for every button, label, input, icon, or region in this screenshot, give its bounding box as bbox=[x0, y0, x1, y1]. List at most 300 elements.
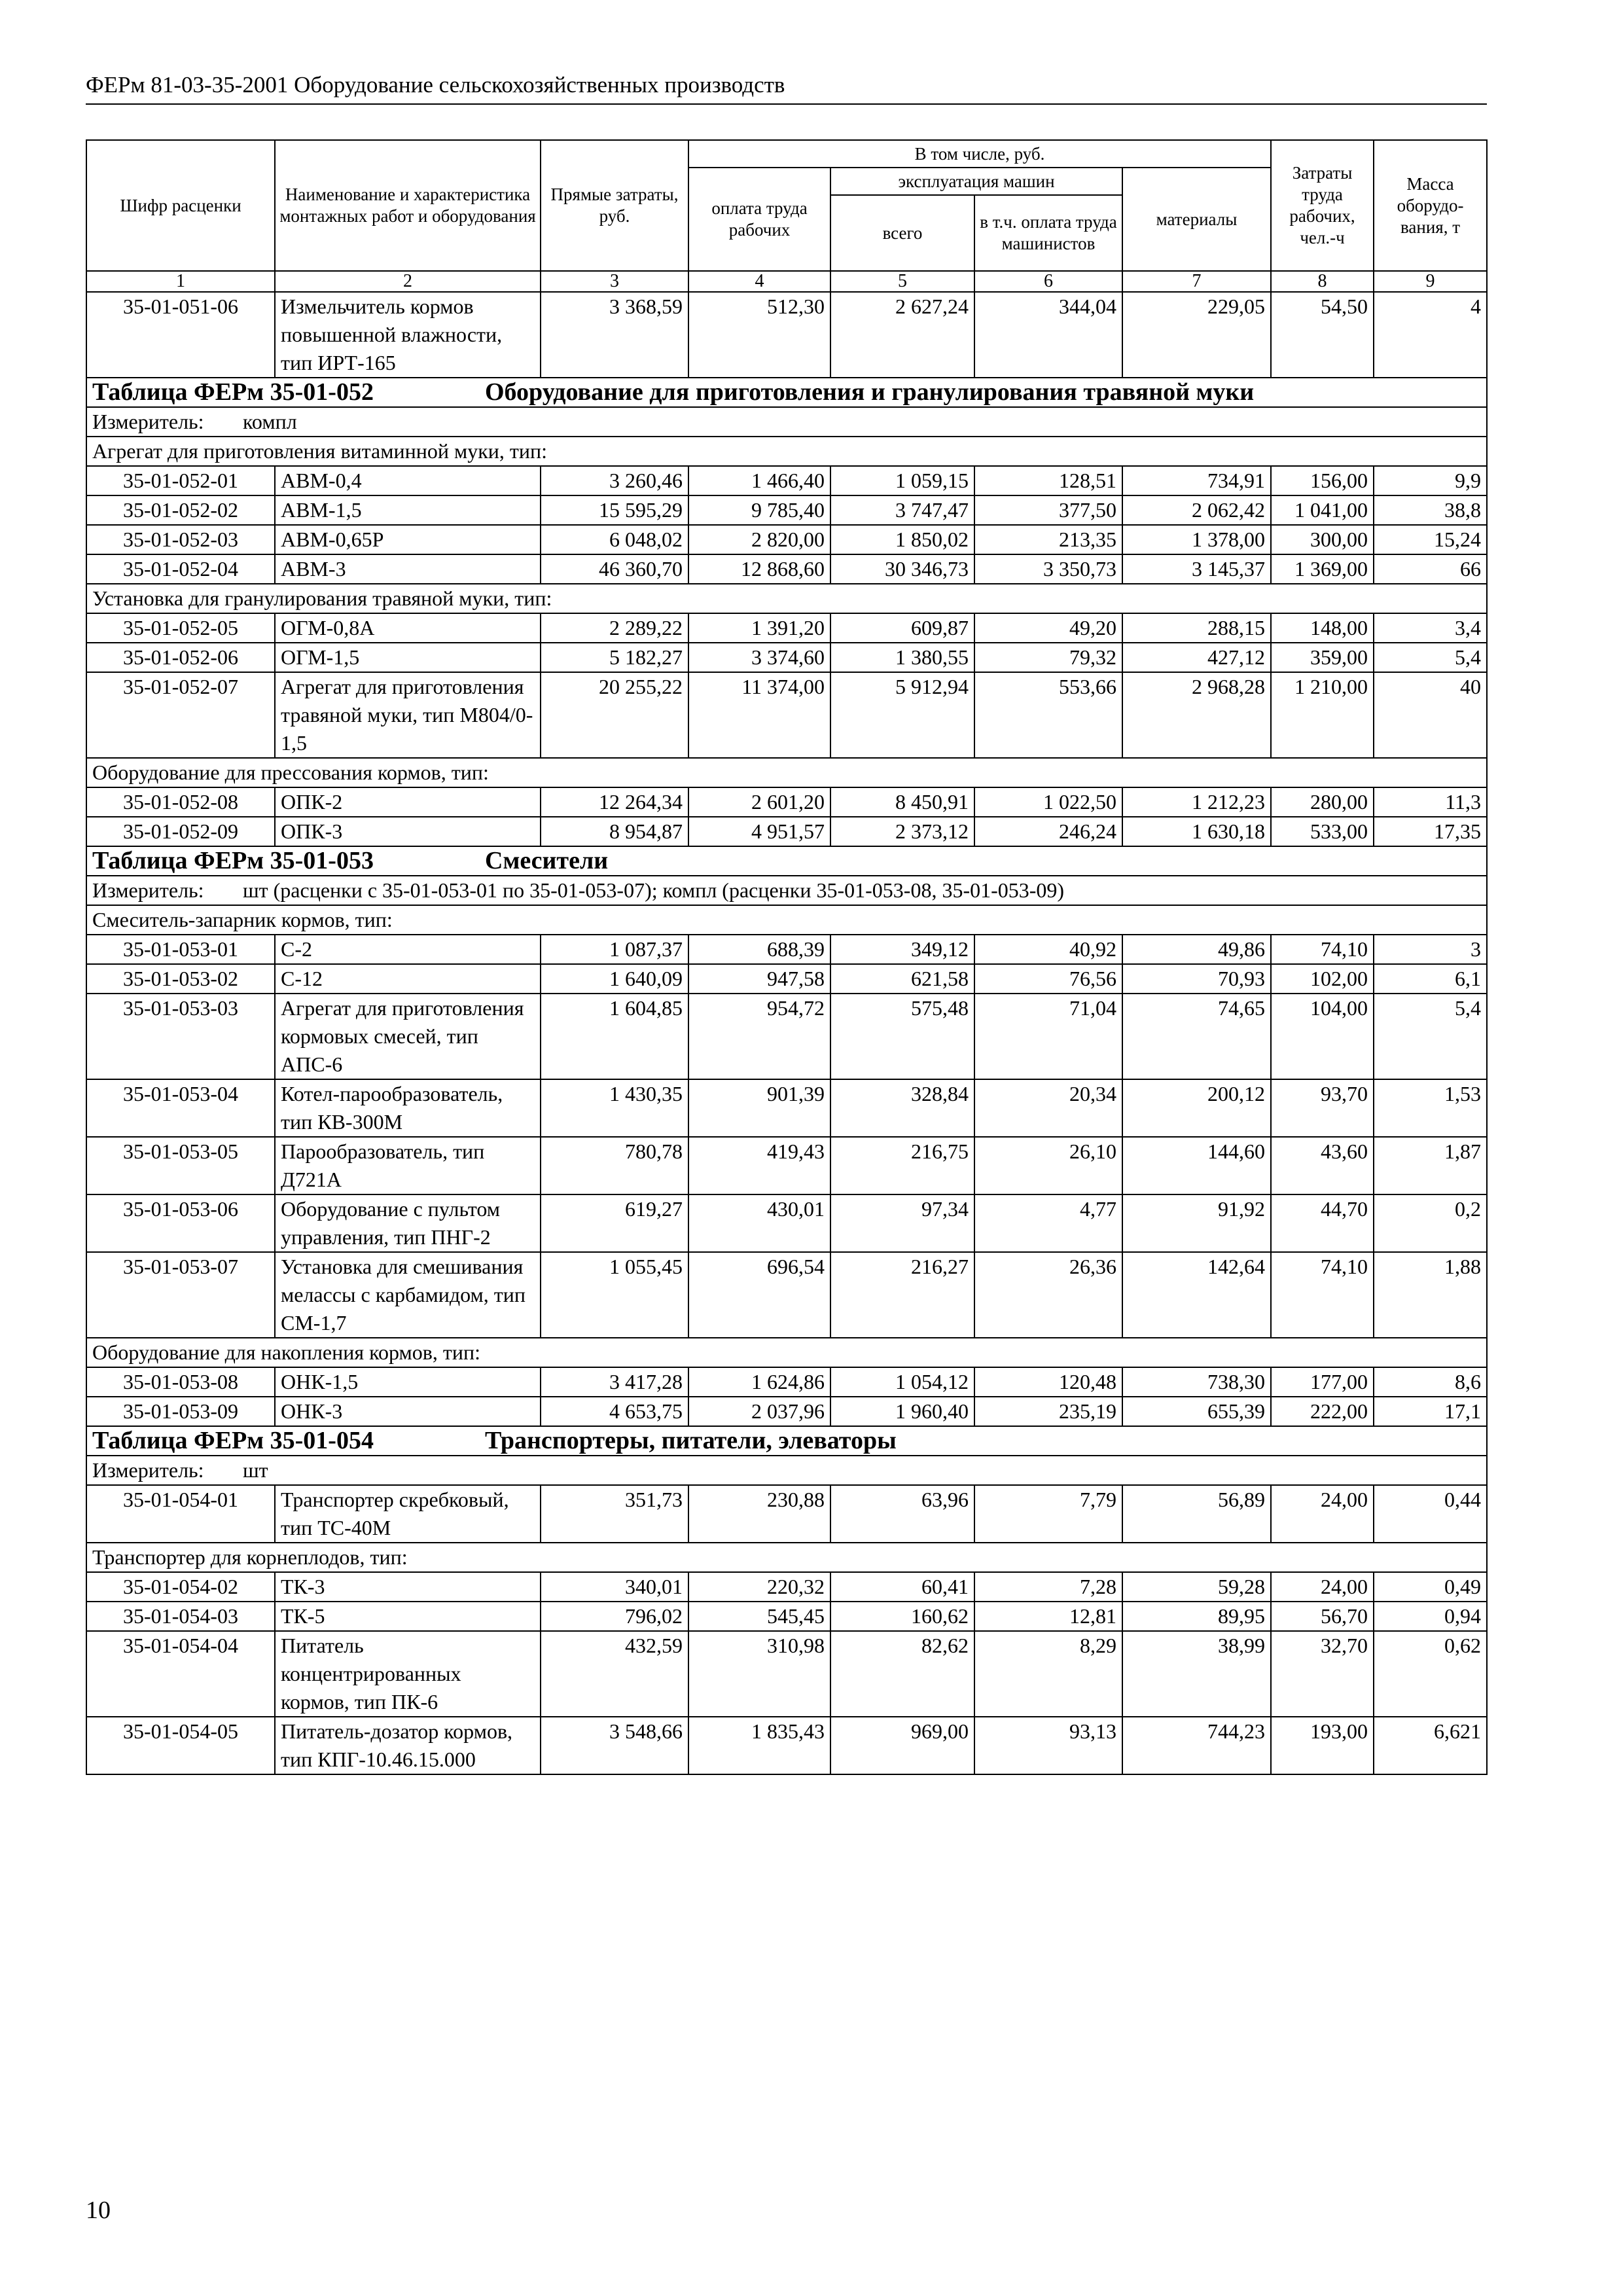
item-name: Оборудование с пультом управления, тип ПНГ-2 bbox=[275, 1194, 541, 1252]
cell-value: 5 912,94 bbox=[830, 672, 974, 758]
cell-value: 93,70 bbox=[1271, 1079, 1374, 1137]
cell-value: 8,29 bbox=[974, 1631, 1122, 1717]
table-row bbox=[86, 1631, 1487, 1717]
cell-value: 545,45 bbox=[688, 1602, 830, 1631]
cell-value: 230,88 bbox=[688, 1485, 830, 1543]
cell-value: 2 968,28 bbox=[1122, 672, 1271, 758]
table-row bbox=[86, 994, 1487, 1079]
group-row bbox=[86, 584, 1487, 613]
cell-value: 3 374,60 bbox=[688, 643, 830, 672]
col-incl-header: В том числе, руб. bbox=[688, 140, 1271, 168]
cell-value: 148,00 bbox=[1271, 613, 1374, 643]
cell-value: 216,75 bbox=[830, 1137, 974, 1194]
measure-label: Измеритель: bbox=[92, 410, 204, 433]
cell-value: 0,94 bbox=[1374, 1602, 1487, 1631]
cell-value: 738,30 bbox=[1122, 1367, 1271, 1397]
table-title bbox=[86, 846, 1487, 876]
cell-value: 1 054,12 bbox=[830, 1367, 974, 1397]
cell-value: 7,79 bbox=[974, 1485, 1122, 1543]
cell-value: 901,39 bbox=[688, 1079, 830, 1137]
item-name: ОГМ-1,5 bbox=[275, 643, 541, 672]
cell-value: 2 037,96 bbox=[688, 1397, 830, 1426]
page-number: 10 bbox=[86, 2197, 111, 2224]
rate-code: 35-01-053-02 bbox=[86, 964, 275, 994]
table-row bbox=[86, 1194, 1487, 1252]
table-row bbox=[86, 466, 1487, 495]
cell-value: 24,00 bbox=[1271, 1572, 1374, 1602]
table-code: Таблица ФЕРм 35-01-052 bbox=[92, 378, 374, 406]
item-name: С-2 bbox=[275, 935, 541, 964]
rate-code: 35-01-054-02 bbox=[86, 1572, 275, 1602]
rate-code: 35-01-052-02 bbox=[86, 495, 275, 525]
cell-value: 3 bbox=[1374, 935, 1487, 964]
cell-value: 9,9 bbox=[1374, 466, 1487, 495]
cell-value: 70,93 bbox=[1122, 964, 1271, 994]
cell-value: 5 182,27 bbox=[541, 643, 688, 672]
cell-value: 3 145,37 bbox=[1122, 554, 1271, 584]
cell-value: 512,30 bbox=[688, 292, 830, 378]
cell-value: 229,05 bbox=[1122, 292, 1271, 378]
group-label: Установка для гранулирования травяной муки, тип: bbox=[86, 584, 1487, 613]
group-row bbox=[86, 758, 1487, 787]
cell-value: 655,39 bbox=[1122, 1397, 1271, 1426]
cell-value: 427,12 bbox=[1122, 643, 1271, 672]
cell-value: 246,24 bbox=[974, 817, 1122, 846]
cell-value: 17,35 bbox=[1374, 817, 1487, 846]
measure-row bbox=[86, 407, 1487, 437]
table-row bbox=[86, 643, 1487, 672]
cell-value: 2 062,42 bbox=[1122, 495, 1271, 525]
cell-value: 1 960,40 bbox=[830, 1397, 974, 1426]
cell-value: 156,00 bbox=[1271, 466, 1374, 495]
cell-value: 120,48 bbox=[974, 1367, 1122, 1397]
table-code: Таблица ФЕРм 35-01-053 bbox=[92, 847, 374, 874]
col-number: 6 bbox=[974, 271, 1122, 292]
cell-value: 969,00 bbox=[830, 1717, 974, 1774]
item-name: Агрегат для приготовления травяной муки, тип М804/0-1,5 bbox=[275, 672, 541, 758]
cell-value: 44,70 bbox=[1271, 1194, 1374, 1252]
cell-value: 1 041,00 bbox=[1271, 495, 1374, 525]
cell-value: 26,36 bbox=[974, 1252, 1122, 1338]
column-number-row bbox=[86, 271, 1487, 292]
rate-code: 35-01-052-01 bbox=[86, 466, 275, 495]
table-subject: Смесители bbox=[485, 847, 609, 874]
cell-value: 349,12 bbox=[830, 935, 974, 964]
item-name: ТК-3 bbox=[275, 1572, 541, 1602]
measure-row bbox=[86, 1456, 1487, 1485]
item-name: АВМ-0,65Р bbox=[275, 525, 541, 554]
cell-value: 1,87 bbox=[1374, 1137, 1487, 1194]
table-subject: Оборудование для приготовления и гранулирования травяной муки bbox=[485, 378, 1255, 406]
cell-value: 1 210,00 bbox=[1271, 672, 1374, 758]
cell-value: 621,58 bbox=[830, 964, 974, 994]
cell-value: 3 368,59 bbox=[541, 292, 688, 378]
cell-value: 20 255,22 bbox=[541, 672, 688, 758]
group-label: Транспортер для корнеплодов, тип: bbox=[86, 1543, 1487, 1572]
rate-code: 35-01-054-01 bbox=[86, 1485, 275, 1543]
table-row bbox=[86, 1397, 1487, 1426]
item-name: Измельчитель кормов повышенной влажности, тип ИРТ-165 bbox=[275, 292, 541, 378]
col-machines-header: эксплуатация машин bbox=[830, 168, 1122, 195]
cell-value: 74,10 bbox=[1271, 935, 1374, 964]
cell-value: 5,4 bbox=[1374, 643, 1487, 672]
group-row bbox=[86, 1543, 1487, 1572]
rate-code: 35-01-053-05 bbox=[86, 1137, 275, 1194]
col-direct-header: Прямые затраты, руб. bbox=[541, 140, 688, 271]
rate-code: 35-01-053-06 bbox=[86, 1194, 275, 1252]
cell-value: 54,50 bbox=[1271, 292, 1374, 378]
cell-value: 533,00 bbox=[1271, 817, 1374, 846]
cell-value: 2 627,24 bbox=[830, 292, 974, 378]
table-row bbox=[86, 554, 1487, 584]
cell-value: 12 264,34 bbox=[541, 787, 688, 817]
item-name: АВМ-1,5 bbox=[275, 495, 541, 525]
group-label: Оборудование для накопления кормов, тип: bbox=[86, 1338, 1487, 1367]
measure-cell bbox=[86, 876, 1487, 905]
cell-value: 102,00 bbox=[1271, 964, 1374, 994]
col-machines-wage-header: в т.ч. оплата труда машинистов bbox=[974, 195, 1122, 271]
table-row bbox=[86, 1602, 1487, 1631]
table-row bbox=[86, 1572, 1487, 1602]
cell-value: 4 653,75 bbox=[541, 1397, 688, 1426]
cell-value: 3 417,28 bbox=[541, 1367, 688, 1397]
rate-code: 35-01-053-08 bbox=[86, 1367, 275, 1397]
cell-value: 6 048,02 bbox=[541, 525, 688, 554]
rate-code: 35-01-054-04 bbox=[86, 1631, 275, 1717]
cell-value: 4 bbox=[1374, 292, 1487, 378]
cell-value: 38,99 bbox=[1122, 1631, 1271, 1717]
cell-value: 216,27 bbox=[830, 1252, 974, 1338]
cell-value: 93,13 bbox=[974, 1717, 1122, 1774]
item-name: ОПК-2 bbox=[275, 787, 541, 817]
running-header: ФЕРм 81-03-35-2001 Оборудование сельскохозяйственных производств bbox=[86, 72, 1487, 105]
table-title bbox=[86, 1426, 1487, 1456]
cell-value: 609,87 bbox=[830, 613, 974, 643]
col-materials-header: материалы bbox=[1122, 168, 1271, 271]
cell-value: 432,59 bbox=[541, 1631, 688, 1717]
rate-code: 35-01-052-07 bbox=[86, 672, 275, 758]
table-title-row bbox=[86, 378, 1487, 407]
group-label: Агрегат для приготовления витаминной муки, тип: bbox=[86, 437, 1487, 466]
cell-value: 696,54 bbox=[688, 1252, 830, 1338]
cell-value: 30 346,73 bbox=[830, 554, 974, 584]
table-row bbox=[86, 495, 1487, 525]
table-row bbox=[86, 613, 1487, 643]
col-labor-cost-header: Затраты труда рабочих, чел.-ч bbox=[1271, 140, 1374, 271]
cell-value: 17,1 bbox=[1374, 1397, 1487, 1426]
measure-value: шт (расценки с 35-01-053-01 по 35-01-053-07); компл (расценки 35-01-053-08, 35-01-053-09) bbox=[243, 878, 1065, 902]
table-row bbox=[86, 935, 1487, 964]
cell-value: 1,88 bbox=[1374, 1252, 1487, 1338]
col-number: 7 bbox=[1122, 271, 1271, 292]
table-row bbox=[86, 817, 1487, 846]
col-number: 1 bbox=[86, 271, 275, 292]
table-row bbox=[86, 1079, 1487, 1137]
cell-value: 49,20 bbox=[974, 613, 1122, 643]
measure-label: Измеритель: bbox=[92, 878, 204, 902]
cell-value: 43,60 bbox=[1271, 1137, 1374, 1194]
cell-value: 328,84 bbox=[830, 1079, 974, 1137]
group-row bbox=[86, 1338, 1487, 1367]
cell-value: 222,00 bbox=[1271, 1397, 1374, 1426]
col-number: 2 bbox=[275, 271, 541, 292]
col-number: 8 bbox=[1271, 271, 1374, 292]
cell-value: 1,53 bbox=[1374, 1079, 1487, 1137]
cell-value: 144,60 bbox=[1122, 1137, 1271, 1194]
cell-value: 82,62 bbox=[830, 1631, 974, 1717]
cell-value: 0,2 bbox=[1374, 1194, 1487, 1252]
table-title-row bbox=[86, 1426, 1487, 1456]
group-row bbox=[86, 905, 1487, 935]
cell-value: 377,50 bbox=[974, 495, 1122, 525]
cell-value: 12 868,60 bbox=[688, 554, 830, 584]
cell-value: 351,73 bbox=[541, 1485, 688, 1543]
table-title-row bbox=[86, 846, 1487, 876]
cell-value: 177,00 bbox=[1271, 1367, 1374, 1397]
cell-value: 575,48 bbox=[830, 994, 974, 1079]
item-name: АВМ-0,4 bbox=[275, 466, 541, 495]
table-subject: Транспортеры, питатели, элеваторы bbox=[485, 1427, 897, 1454]
cell-value: 2 601,20 bbox=[688, 787, 830, 817]
measure-value: компл bbox=[243, 410, 297, 433]
cell-value: 200,12 bbox=[1122, 1079, 1271, 1137]
item-name: Парообразователь, тип Д721А bbox=[275, 1137, 541, 1194]
cell-value: 1 055,45 bbox=[541, 1252, 688, 1338]
cell-value: 2 373,12 bbox=[830, 817, 974, 846]
col-number: 5 bbox=[830, 271, 974, 292]
item-name: Питатель-дозатор кормов, тип КПГ-10.46.15.000 bbox=[275, 1717, 541, 1774]
cell-value: 780,78 bbox=[541, 1137, 688, 1194]
cell-value: 66 bbox=[1374, 554, 1487, 584]
rate-code: 35-01-052-09 bbox=[86, 817, 275, 846]
cell-value: 5,4 bbox=[1374, 994, 1487, 1079]
cell-value: 430,01 bbox=[688, 1194, 830, 1252]
cell-value: 288,15 bbox=[1122, 613, 1271, 643]
group-label: Оборудование для прессования кормов, тип: bbox=[86, 758, 1487, 787]
cell-value: 359,00 bbox=[1271, 643, 1374, 672]
item-name: Агрегат для приготовления кормовых смесей, тип АПС-6 bbox=[275, 994, 541, 1079]
cell-value: 76,56 bbox=[974, 964, 1122, 994]
cell-value: 46 360,70 bbox=[541, 554, 688, 584]
item-name: АВМ-3 bbox=[275, 554, 541, 584]
measure-cell bbox=[86, 407, 1487, 437]
cell-value: 74,10 bbox=[1271, 1252, 1374, 1338]
cell-value: 7,28 bbox=[974, 1572, 1122, 1602]
col-code-header: Шифр расценки bbox=[86, 140, 275, 271]
cell-value: 1 380,55 bbox=[830, 643, 974, 672]
measure-value: шт bbox=[243, 1458, 268, 1482]
cell-value: 619,27 bbox=[541, 1194, 688, 1252]
rate-code: 35-01-053-04 bbox=[86, 1079, 275, 1137]
cell-value: 1 378,00 bbox=[1122, 525, 1271, 554]
cell-value: 1 212,23 bbox=[1122, 787, 1271, 817]
table-row bbox=[86, 1367, 1487, 1397]
cell-value: 1 640,09 bbox=[541, 964, 688, 994]
measure-label: Измеритель: bbox=[92, 1458, 204, 1482]
cell-value: 734,91 bbox=[1122, 466, 1271, 495]
table-row bbox=[86, 787, 1487, 817]
rate-code: 35-01-053-07 bbox=[86, 1252, 275, 1338]
item-name: ОПК-3 bbox=[275, 817, 541, 846]
cell-value: 8,6 bbox=[1374, 1367, 1487, 1397]
cell-value: 104,00 bbox=[1271, 994, 1374, 1079]
col-number: 9 bbox=[1374, 271, 1487, 292]
cell-value: 1 630,18 bbox=[1122, 817, 1271, 846]
cell-value: 2 820,00 bbox=[688, 525, 830, 554]
cell-value: 213,35 bbox=[974, 525, 1122, 554]
item-name: Питатель концентрированных кормов, тип ПК-6 bbox=[275, 1631, 541, 1717]
cell-value: 419,43 bbox=[688, 1137, 830, 1194]
rate-code: 35-01-053-09 bbox=[86, 1397, 275, 1426]
cell-value: 11 374,00 bbox=[688, 672, 830, 758]
table-row bbox=[86, 672, 1487, 758]
col-number: 4 bbox=[688, 271, 830, 292]
item-name: ОНК-1,5 bbox=[275, 1367, 541, 1397]
cell-value: 9 785,40 bbox=[688, 495, 830, 525]
cell-value: 340,01 bbox=[541, 1572, 688, 1602]
rate-code: 35-01-051-06 bbox=[86, 292, 275, 378]
table-row bbox=[86, 292, 1487, 378]
cell-value: 1 022,50 bbox=[974, 787, 1122, 817]
cell-value: 11,3 bbox=[1374, 787, 1487, 817]
cell-value: 20,34 bbox=[974, 1079, 1122, 1137]
rate-code: 35-01-052-06 bbox=[86, 643, 275, 672]
rate-code: 35-01-054-05 bbox=[86, 1717, 275, 1774]
cell-value: 15 595,29 bbox=[541, 495, 688, 525]
cell-value: 796,02 bbox=[541, 1602, 688, 1631]
cell-value: 24,00 bbox=[1271, 1485, 1374, 1543]
cell-value: 688,39 bbox=[688, 935, 830, 964]
rate-code: 35-01-052-04 bbox=[86, 554, 275, 584]
cell-value: 4,77 bbox=[974, 1194, 1122, 1252]
table-code: Таблица ФЕРм 35-01-054 bbox=[92, 1427, 374, 1454]
rate-code: 35-01-054-03 bbox=[86, 1602, 275, 1631]
cell-value: 1 850,02 bbox=[830, 525, 974, 554]
cell-value: 56,89 bbox=[1122, 1485, 1271, 1543]
item-name: ОНК-3 bbox=[275, 1397, 541, 1426]
rates-table bbox=[86, 139, 1488, 1775]
cell-value: 56,70 bbox=[1271, 1602, 1374, 1631]
cell-value: 6,1 bbox=[1374, 964, 1487, 994]
cell-value: 71,04 bbox=[974, 994, 1122, 1079]
cell-value: 1 391,20 bbox=[688, 613, 830, 643]
cell-value: 3 747,47 bbox=[830, 495, 974, 525]
measure-cell bbox=[86, 1456, 1487, 1485]
cell-value: 1 087,37 bbox=[541, 935, 688, 964]
cell-value: 954,72 bbox=[688, 994, 830, 1079]
cell-value: 79,32 bbox=[974, 643, 1122, 672]
cell-value: 947,58 bbox=[688, 964, 830, 994]
cell-value: 3,4 bbox=[1374, 613, 1487, 643]
cell-value: 40,92 bbox=[974, 935, 1122, 964]
cell-value: 2 289,22 bbox=[541, 613, 688, 643]
table-row bbox=[86, 964, 1487, 994]
cell-value: 97,34 bbox=[830, 1194, 974, 1252]
table-row bbox=[86, 1252, 1487, 1338]
cell-value: 74,65 bbox=[1122, 994, 1271, 1079]
item-name: ОГМ-0,8А bbox=[275, 613, 541, 643]
cell-value: 40 bbox=[1374, 672, 1487, 758]
item-name: Котел-парообразователь, тип КВ-300М bbox=[275, 1079, 541, 1137]
cell-value: 1 604,85 bbox=[541, 994, 688, 1079]
cell-value: 1 369,00 bbox=[1271, 554, 1374, 584]
rate-code: 35-01-052-03 bbox=[86, 525, 275, 554]
cell-value: 0,44 bbox=[1374, 1485, 1487, 1543]
cell-value: 3 548,66 bbox=[541, 1717, 688, 1774]
item-name: С-12 bbox=[275, 964, 541, 994]
table-header bbox=[86, 140, 1487, 292]
col-number: 3 bbox=[541, 271, 688, 292]
rate-code: 35-01-052-05 bbox=[86, 613, 275, 643]
table-title bbox=[86, 378, 1487, 407]
cell-value: 300,00 bbox=[1271, 525, 1374, 554]
table-row bbox=[86, 525, 1487, 554]
rate-code: 35-01-053-03 bbox=[86, 994, 275, 1079]
cell-value: 220,32 bbox=[688, 1572, 830, 1602]
col-mass-header: Масса оборудо-вания, т bbox=[1374, 140, 1487, 271]
cell-value: 1 430,35 bbox=[541, 1079, 688, 1137]
cell-value: 4 951,57 bbox=[688, 817, 830, 846]
table-row bbox=[86, 1717, 1487, 1774]
cell-value: 49,86 bbox=[1122, 935, 1271, 964]
cell-value: 15,24 bbox=[1374, 525, 1487, 554]
item-name: ТК-5 bbox=[275, 1602, 541, 1631]
cell-value: 32,70 bbox=[1271, 1631, 1374, 1717]
cell-value: 142,64 bbox=[1122, 1252, 1271, 1338]
cell-value: 744,23 bbox=[1122, 1717, 1271, 1774]
cell-value: 160,62 bbox=[830, 1602, 974, 1631]
cell-value: 344,04 bbox=[974, 292, 1122, 378]
rate-code: 35-01-052-08 bbox=[86, 787, 275, 817]
cell-value: 0,49 bbox=[1374, 1572, 1487, 1602]
cell-value: 193,00 bbox=[1271, 1717, 1374, 1774]
cell-value: 280,00 bbox=[1271, 787, 1374, 817]
rate-code: 35-01-053-01 bbox=[86, 935, 275, 964]
table-row bbox=[86, 1485, 1487, 1543]
cell-value: 12,81 bbox=[974, 1602, 1122, 1631]
table-body bbox=[86, 292, 1487, 1774]
cell-value: 60,41 bbox=[830, 1572, 974, 1602]
cell-value: 91,92 bbox=[1122, 1194, 1271, 1252]
cell-value: 0,62 bbox=[1374, 1631, 1487, 1717]
cell-value: 38,8 bbox=[1374, 495, 1487, 525]
cell-value: 1 624,86 bbox=[688, 1367, 830, 1397]
col-labor-header: оплата труда рабочих bbox=[688, 168, 830, 271]
cell-value: 235,19 bbox=[974, 1397, 1122, 1426]
col-machines-total-header: всего bbox=[830, 195, 974, 271]
table-row bbox=[86, 1137, 1487, 1194]
cell-value: 89,95 bbox=[1122, 1602, 1271, 1631]
cell-value: 1 059,15 bbox=[830, 466, 974, 495]
cell-value: 553,66 bbox=[974, 672, 1122, 758]
cell-value: 3 350,73 bbox=[974, 554, 1122, 584]
cell-value: 8 954,87 bbox=[541, 817, 688, 846]
cell-value: 6,621 bbox=[1374, 1717, 1487, 1774]
group-label: Смеситель-запарник кормов, тип: bbox=[86, 905, 1487, 935]
item-name: Установка для смешивания мелассы с карбамидом, тип СМ-1,7 bbox=[275, 1252, 541, 1338]
cell-value: 8 450,91 bbox=[830, 787, 974, 817]
cell-value: 1 466,40 bbox=[688, 466, 830, 495]
col-name-header: Наименование и характеристика монтажных работ и оборудования bbox=[275, 140, 541, 271]
item-name: Транспортер скребковый, тип ТС-40М bbox=[275, 1485, 541, 1543]
cell-value: 26,10 bbox=[974, 1137, 1122, 1194]
cell-value: 59,28 bbox=[1122, 1572, 1271, 1602]
cell-value: 310,98 bbox=[688, 1631, 830, 1717]
cell-value: 1 835,43 bbox=[688, 1717, 830, 1774]
cell-value: 63,96 bbox=[830, 1485, 974, 1543]
measure-row bbox=[86, 876, 1487, 905]
group-row bbox=[86, 437, 1487, 466]
